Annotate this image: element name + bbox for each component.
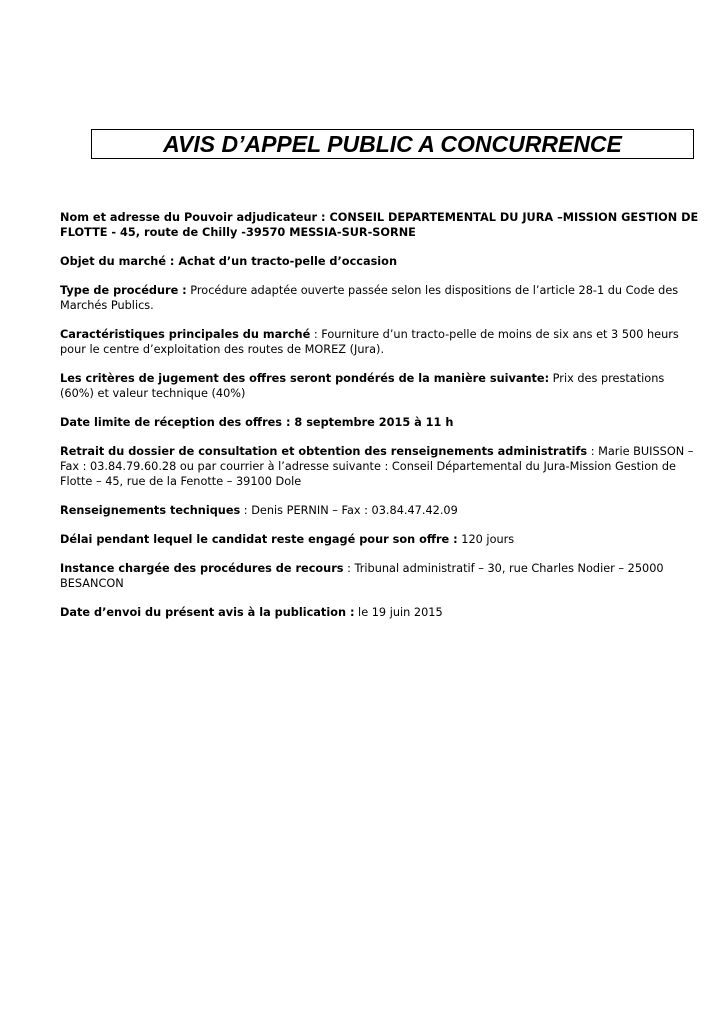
section-value: Procédure adaptée ouverte passée selon les dispositions de l’article 28-1 du Code des Marchés Publics. (60, 284, 679, 312)
section-label: Instance chargée des procédures de recours (60, 562, 344, 575)
section-label: Renseignements techniques (60, 504, 241, 517)
section-value: : Fourniture d’un tracto-pelle de moins de six ans et 3 500 heurs pour le centre d’exploitation des routes de MOREZ (Jura). (60, 328, 679, 356)
section-label: Date d’envoi du présent avis à la publication : (60, 606, 355, 619)
section-pouvoir-adjudicateur (60, 210, 700, 240)
section-label: Type de procédure : (60, 284, 187, 297)
title-box (91, 129, 694, 159)
document-title: AVIS D’APPEL PUBLIC A CONCURRENCE (163, 130, 622, 157)
section-label: Les critères de jugement des offres seront pondérés de la manière suivante: (60, 372, 550, 385)
section-caracteristiques (60, 327, 700, 357)
section-label: Retrait du dossier de consultation et obtention des renseignements administratifs (60, 445, 588, 458)
section-type-procedure (60, 283, 700, 313)
section-delai (60, 532, 700, 547)
section-renseignements-techniques (60, 503, 700, 518)
section-value: : Denis PERNIN – Fax : 03.84.47.42.09 (240, 504, 458, 517)
section-label: Date limite de réception des offres : 8 septembre 2015 à 11 h (60, 416, 454, 429)
section-value: : Tribunal administratif – 30, rue Charles Nodier – 25000 BESANCON (60, 562, 664, 590)
section-date-envoi (60, 605, 700, 620)
section-value: 120 jours (457, 533, 515, 546)
section-objet-marche (60, 254, 700, 269)
section-value: : Marie BUISSON – Fax : 03.84.79.60.28 ou par courrier à l’adresse suivante : Conseil Départemental du Jura-Mission Gestion de Flotte – 45, rue de la Fenotte – 39100 Dole (60, 445, 694, 488)
section-value: le 19 juin 2015 (354, 606, 443, 619)
section-date-limite (60, 415, 700, 430)
section-retrait-dossier (60, 444, 700, 489)
section-label: Caractéristiques principales du marché (60, 328, 311, 341)
section-value: Prix des prestations (60%) et valeur technique (40%) (60, 372, 665, 400)
section-criteres (60, 371, 700, 401)
section-label: Objet du marché : Achat d’un tracto-pelle d’occasion (60, 255, 397, 268)
section-instance-recours (60, 561, 700, 591)
section-label: Nom et adresse du Pouvoir adjudicateur : CONSEIL DEPARTEMENTAL DU JURA –MISSION GESTION DE FLOTTE - 45, route de Chilly -39570 MESSIA-SUR-SORNE (60, 211, 699, 239)
section-label: Délai pendant lequel le candidat reste engagé pour son offre : (60, 533, 458, 546)
notice-body (60, 210, 700, 634)
